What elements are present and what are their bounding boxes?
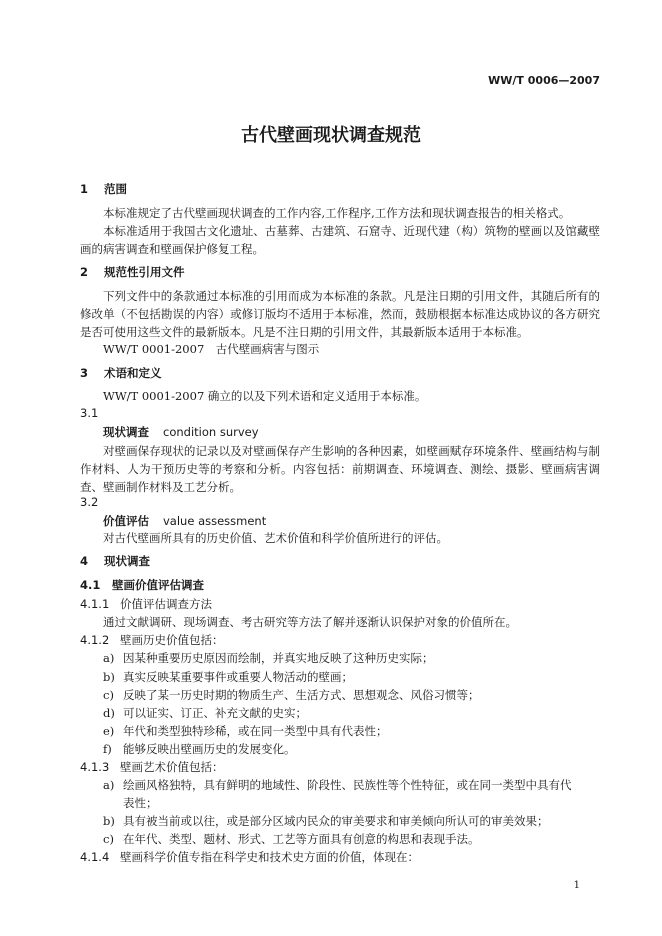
list-text: 年代和类型独特珍稀，或在同一类型中具有代表性；: [123, 724, 388, 738]
list-text: 能够反映出壁画历史的发展变化。: [123, 742, 296, 756]
list-label: b): [103, 670, 115, 684]
list-label: b): [103, 814, 115, 828]
term-english: value assessment: [163, 514, 267, 528]
list-item-continuation: 表性；: [123, 796, 158, 810]
section-4-heading: [80, 553, 150, 569]
term-number: 3.1: [80, 406, 99, 420]
normative-reference: WW/T 0001-2007 古代壁画病害与图示: [103, 342, 320, 356]
section-title: 范围: [104, 182, 127, 196]
term-english: condition survey: [163, 425, 259, 439]
term-definition: 对壁画保存现状的记录以及对壁画保存产生影响的各种因素，如壁画赋存环境条件、壁画结构与制作材料、人为干预历史等的考察和分析。内容包括：前期调查、环境调查、测绘、摄影、壁画病害调查、壁画制作材料及工艺分析。: [80, 444, 600, 494]
list-item: [103, 687, 480, 703]
section-2-heading: [80, 264, 185, 280]
list-label: a): [103, 778, 115, 792]
list-label: e): [103, 724, 115, 738]
clause-number: 4.1.4: [80, 850, 110, 864]
list-label: a): [103, 651, 115, 665]
list-text: 具有被当前或以往，或是部分区域内民众的审美要求和审美倾向所认可的审美效果；: [123, 814, 549, 828]
clause-title: 价值评估调查方法: [120, 597, 212, 611]
section-1-heading: [80, 181, 127, 197]
list-item: [103, 650, 434, 666]
paragraph: 下列文件中的条款通过本标准的引用而成为本标准的条款。凡是注日期的引用文件，其随后所有的修改单（不包括勘误的内容）或修订版均不适用于本标准，然而，鼓励根据本标准达成协议的各方研究是否可使用这些文件的最新版本。凡是不注日期的引用文件，其最新版本适用于本标准。: [80, 289, 600, 339]
term-heading: [103, 513, 266, 529]
list-text: 反映了某一历史时期的物质生产、生活方式、思想观念、风俗习惯等；: [123, 688, 480, 702]
list-item: [103, 777, 572, 793]
clause-number: 4.1.1: [80, 597, 110, 611]
clause-number: 4.1.3: [80, 760, 110, 774]
list-label: c): [103, 688, 114, 702]
list-text: 因某种重要历史原因而绘制，并真实地反映了这种历史实际；: [123, 651, 434, 665]
section-title: 术语和定义: [104, 366, 162, 380]
list-text: 在年代、类型、题材、形式、工艺等方面具有创意的构思和表现手法。: [123, 832, 480, 846]
paragraph: 本标准适用于我国古文化遗址、古墓葬、古建筑、石窟寺、近现代建（构）筑物的壁画以及馆藏壁画的病害调查和壁画保护修复工程。: [80, 224, 600, 256]
list-item: [103, 669, 353, 685]
clause-4-1-4: [80, 849, 419, 865]
section-number: 4: [80, 554, 89, 568]
paragraph: 本标准规定了古代壁画现状调查的工作内容,工作程序,工作方法和现状调查报告的相关格式。: [103, 206, 571, 220]
list-text: 绘画风格独特，具有鲜明的地域性、阶段性、民族性等个性特征，或在同一类型中具有代: [123, 778, 572, 792]
list-item: [103, 723, 388, 739]
document-title: 古代壁画现状调查规范: [241, 125, 421, 146]
list-item: [103, 831, 480, 847]
paragraph: 通过文献调研、现场调查、考古研究等方法了解并逐渐认识保护对象的价值所在。: [103, 615, 517, 629]
clause-title: 壁画科学价值专指在科学史和技术史方面的价值，体现在：: [120, 850, 419, 864]
section-number: 2: [80, 265, 89, 279]
paragraph: WW/T 0001-2007 确立的以及下列术语和定义适用于本标准。: [103, 389, 427, 403]
section-number: 3: [80, 366, 89, 380]
subsection-4-1-heading: [80, 577, 204, 593]
subsection-title: 壁画价值评估调查: [112, 578, 204, 592]
list-label: d): [103, 706, 115, 720]
term-chinese: 现状调查: [103, 425, 149, 439]
term-chinese: 价值评估: [103, 514, 149, 528]
standard-code: WW/T 0006—2007: [488, 74, 600, 87]
term-definition: 对古代壁画所具有的历史价值、艺术价值和科学价值所进行的评估。: [103, 531, 448, 545]
list-label: f): [103, 742, 112, 756]
section-3-heading: [80, 365, 162, 381]
list-item: [103, 705, 307, 721]
section-title: 现状调查: [104, 554, 150, 568]
subsection-number: 4.1: [80, 578, 101, 592]
clause-4-1-2: [80, 632, 224, 648]
section-number: 1: [80, 182, 89, 196]
clause-4-1-3: [80, 759, 224, 775]
clause-title: 壁画历史价值包括：: [120, 633, 224, 647]
clause-title: 壁画艺术价值包括：: [120, 760, 224, 774]
section-title: 规范性引用文件: [104, 265, 185, 279]
list-item: [103, 813, 549, 829]
list-item: [103, 741, 296, 757]
list-text: 真实反映某重要事件或重要人物活动的壁画；: [123, 670, 353, 684]
page-number: 1: [573, 880, 580, 891]
term-number: 3.2: [80, 495, 99, 509]
clause-number: 4.1.2: [80, 633, 110, 647]
list-text: 可以证实、订正、补充文献的史实；: [123, 706, 307, 720]
list-label: c): [103, 832, 114, 846]
term-heading: [103, 424, 259, 440]
clause-4-1-1: [80, 596, 212, 612]
